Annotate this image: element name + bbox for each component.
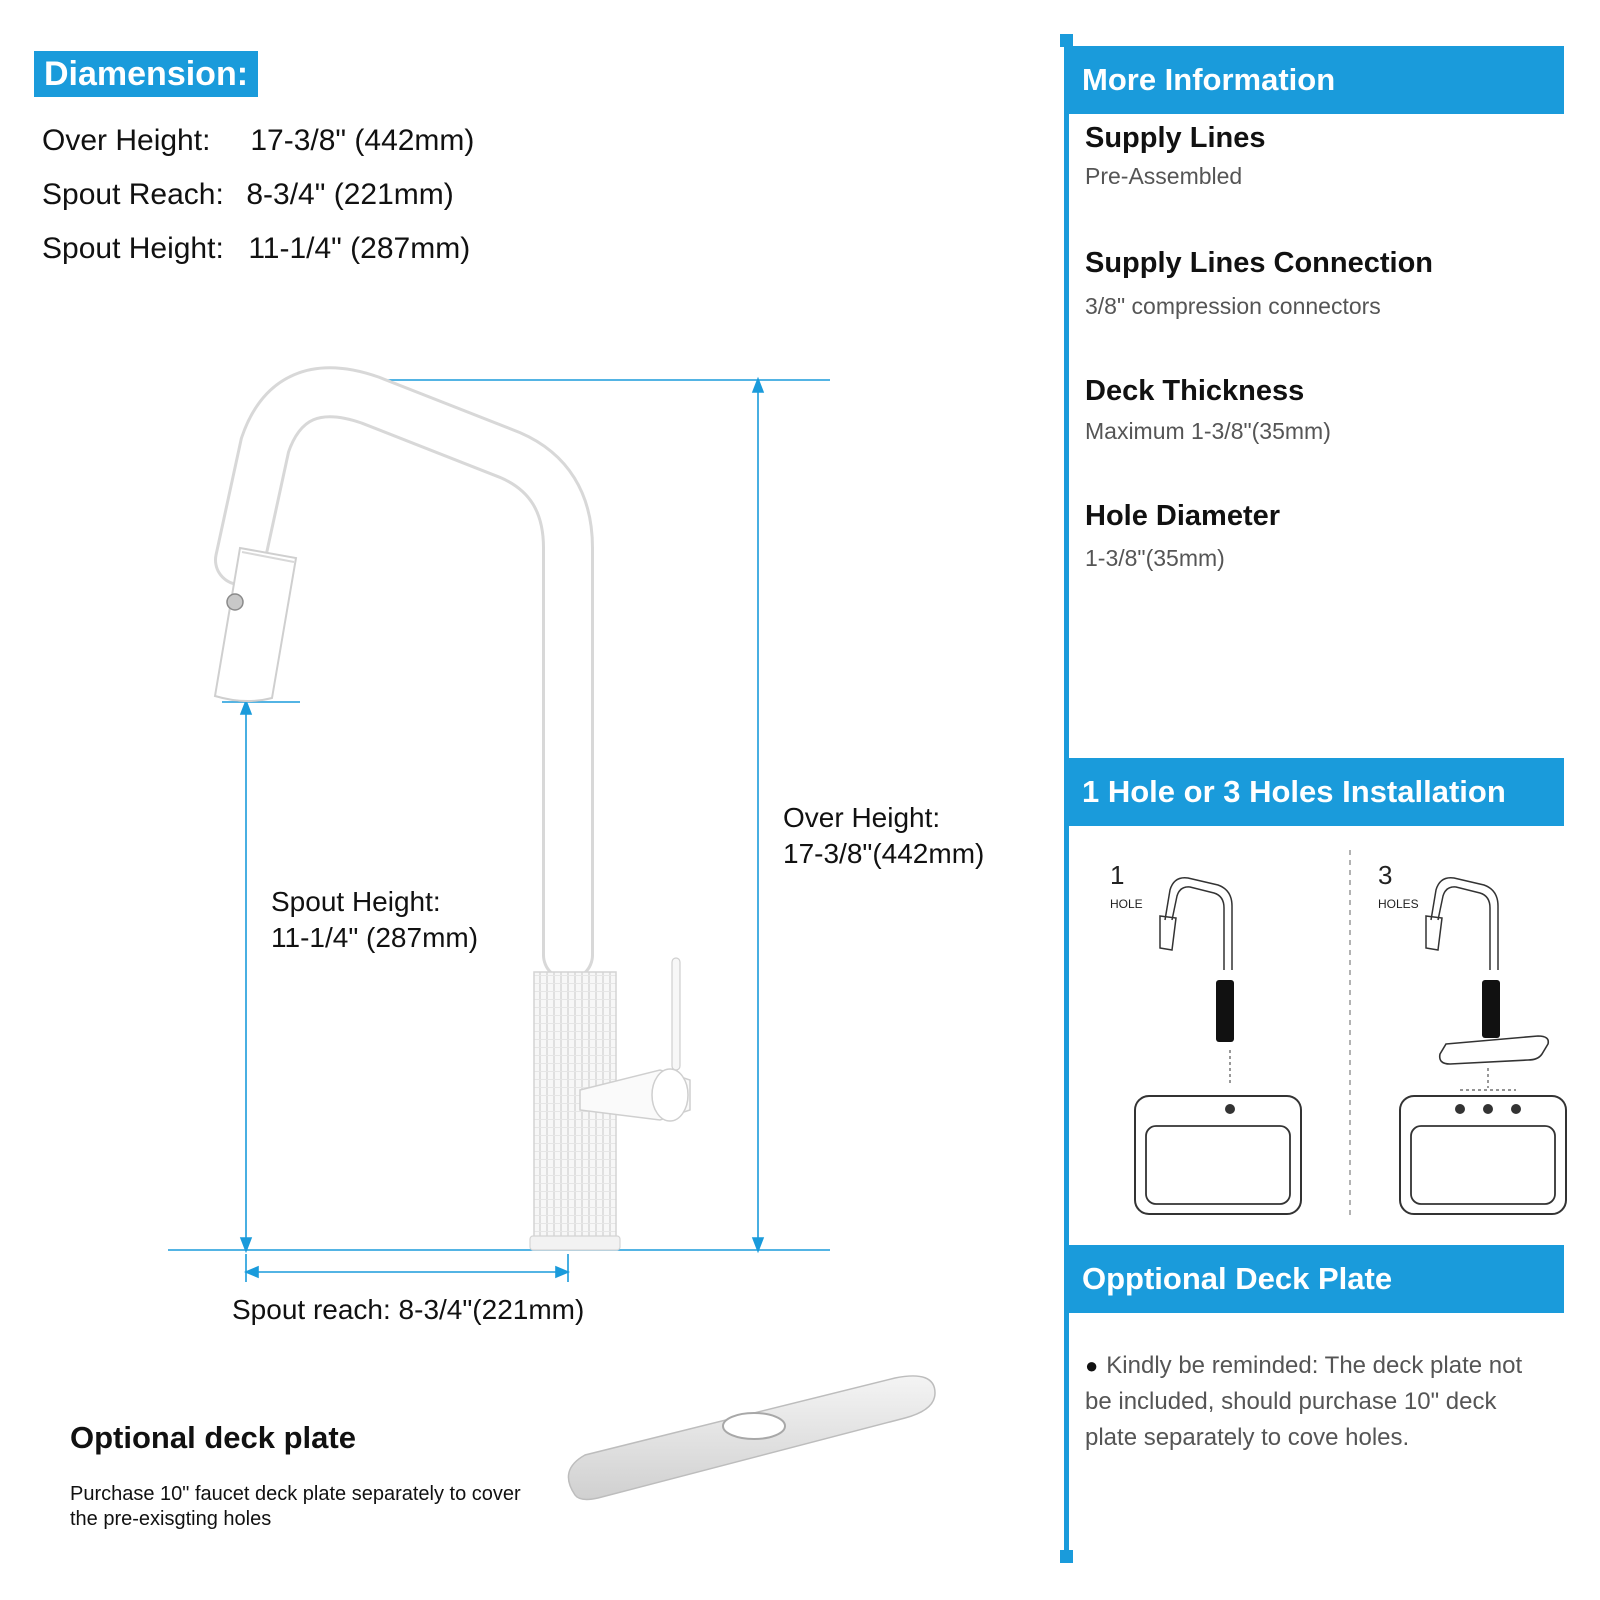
one-hole-word: HOLE [1110, 897, 1143, 911]
dimension-title: Diamension: [34, 51, 258, 97]
three-holes-deck-plate [1440, 1036, 1549, 1064]
three-holes-faucet [1426, 878, 1498, 970]
deck-thickness-value: Maximum 1-3/8"(35mm) [1085, 418, 1331, 444]
spout-height-callout-value: 11-1/4" (287mm) [271, 922, 479, 953]
spout-height-value: 11-1/4" (287mm) [248, 232, 471, 265]
faucet-illustration [215, 392, 690, 1250]
deck-plate-header: Opptional Deck Plate [1068, 1245, 1564, 1313]
supply-lines-connection-label: Supply Lines Connection [1085, 247, 1434, 279]
over-height-label: Over Height: [42, 124, 211, 157]
spout-height-label: Spout Height: [42, 232, 224, 265]
optional-deck-plate-title: Optional deck plate [70, 1420, 356, 1455]
supply-lines-label: Supply Lines [1085, 122, 1266, 154]
supply-lines-connection-value: 3/8" compression connectors [1085, 293, 1381, 319]
supply-lines-value: Pre-Assembled [1085, 163, 1243, 189]
over-height-callout-label: Over Height: [783, 802, 941, 833]
three-holes-faucet-base [1482, 980, 1500, 1038]
spout-reach-value: 8-3/4" (221mm) [246, 178, 454, 211]
deck-plate-note [1085, 1348, 1545, 1456]
hole-diameter-value: 1-3/8"(35mm) [1085, 545, 1225, 571]
deck-plate-note-text: Kindly be reminded: The deck plate not be included, should purchase 10" deck plate separately to cove holes. [1085, 1352, 1523, 1451]
three-holes-number: 3 [1378, 860, 1393, 890]
one-hole-number: 1 [1110, 860, 1125, 890]
spout-height-callout [271, 884, 478, 956]
deck-thickness-label: Deck Thickness [1085, 375, 1305, 407]
spout-reach-label: Spout Reach: [42, 178, 224, 211]
over-height-callout-value: 17-3/8"(442mm) [783, 838, 985, 869]
installation-header: 1 Hole or 3 Holes Installation [1068, 758, 1564, 826]
over-height-value: 17-3/8" (442mm) [250, 124, 475, 157]
bullet-icon: ● [1085, 1353, 1099, 1378]
spout-reach-callout: Spout reach: 8-3/4"(221mm) [232, 1294, 585, 1325]
installation-diagram [1110, 850, 1580, 1230]
hole-diameter-label: Hole Diameter [1085, 500, 1281, 532]
spout-height-callout-label: Spout Height: [271, 886, 441, 917]
divider-cap-bottom [1060, 1550, 1073, 1563]
optional-deck-plate-desc: Purchase 10" faucet deck plate separately to cover the pre-exisgting holes [70, 1483, 521, 1530]
one-hole-faucet [1160, 878, 1232, 970]
three-holes-word: HOLES [1378, 897, 1419, 911]
more-info-header: More Information [1068, 46, 1564, 114]
one-hole-faucet-base [1216, 980, 1234, 1042]
deck-plate-illustration [568, 1376, 935, 1500]
over-height-callout [783, 800, 984, 872]
